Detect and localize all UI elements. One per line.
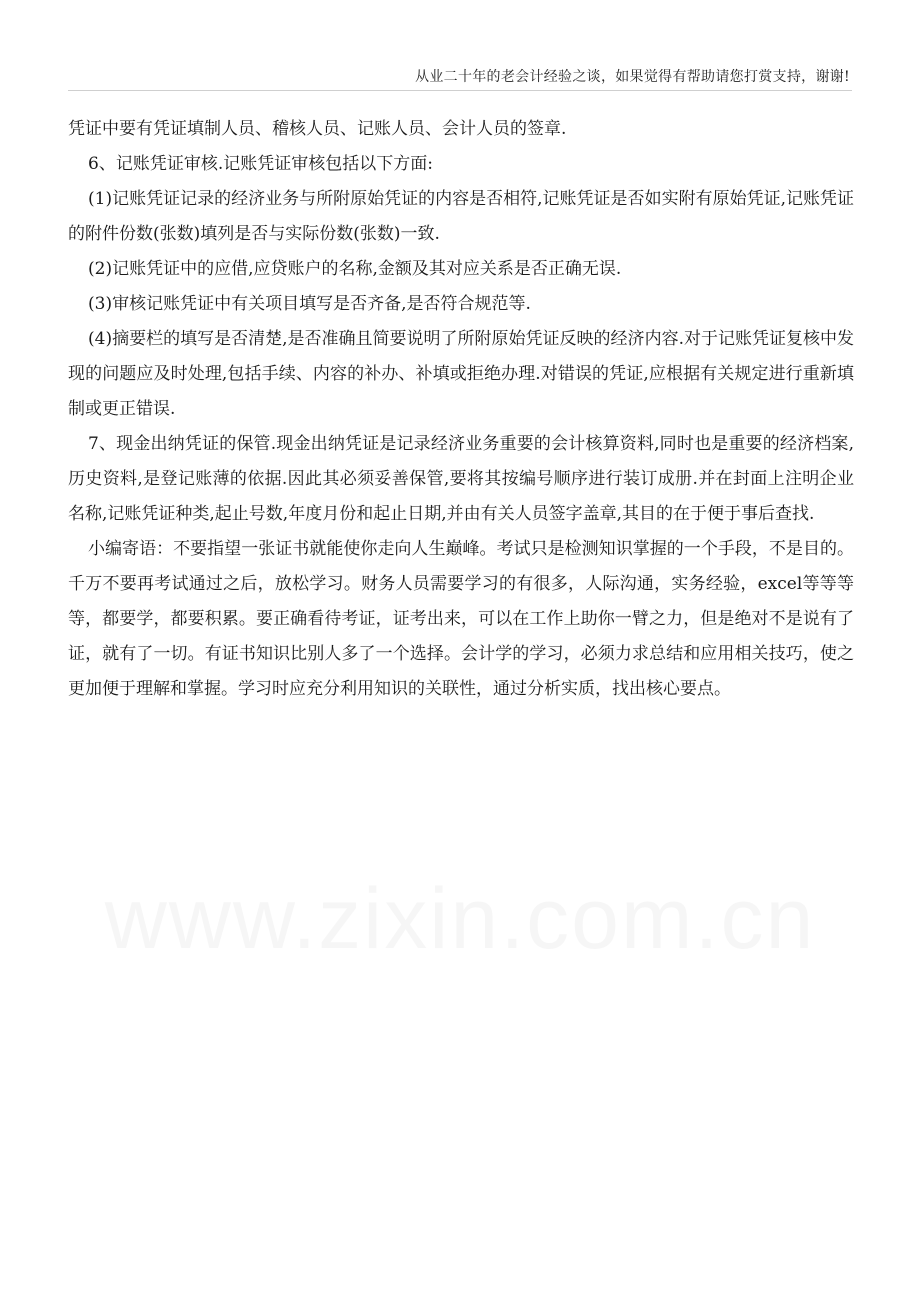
paragraph-editor-note: 小编寄语：不要指望一张证书就能使你走向人生巅峰。考试只是检测知识掌握的一个手段，不是目的。千万不要再考试通过之后，放松学习。财务人员需要学习的有很多，人际沟通，实务经验，excel等等等等，都要学，都要积累。要正确看待考证，证考出来，可以在工作上助你一臂之力，但是绝对不是说有了证，就有了一切。有证书知识比别人多了一个选择。会计学的学习，必须力求总结和应用相关技巧，使之更加便于理解和掌握。学习时应充分利用知识的关联性，通过分析实质，找出核心要点。 (68, 539, 854, 699)
watermark (0, 870, 920, 969)
document-body (68, 112, 854, 707)
header-note: 从业二十年的老会计经验之谈，如果觉得有帮助请您打赏支持，谢谢! (415, 69, 850, 85)
paragraph-review-item-3: (3)审核记账凭证中有关项目填写是否齐备,是否符合规范等. (88, 294, 531, 314)
paragraph-signature-requirement: 凭证中要有凭证填制人员、稽核人员、记账人员、会计人员的签章. (68, 119, 567, 139)
paragraph-review-item-2: (2)记账凭证中的应借,应贷账户的名称,金额及其对应关系是否正确无误. (88, 259, 622, 279)
paragraph-cash-voucher-storage: 7、现金出纳凭证的保管.现金出纳凭证是记录经济业务重要的会计核算资料,同时也是重要的经济档案,历史资料,是登记账薄的依据.因此其必须妥善保管,要将其按编号顺序进行装订成册.并在封面上注明企业名称,记账凭证种类,起止号数,年度月份和起止日期,并由有关人员签字盖章,其目的在于便于事后查找. (68, 434, 854, 524)
paragraph-review-item-4: (4)摘要栏的填写是否清楚,是否准确且简要说明了所附原始凭证反映的经济内容.对于记账凭证复核中发现的问题应及时处理,包括手续、内容的补办、补填或拒绝办理.对错误的凭证,应根据有关规定进行重新填制或更正错误. (68, 329, 854, 419)
paragraph-voucher-review-heading: 6、记账凭证审核.记账凭证审核包括以下方面: (88, 154, 433, 174)
paragraph-review-item-1: (1)记账凭证记录的经济业务与所附原始凭证的内容是否相符,记账凭证是否如实附有原始凭证,记账凭证的附件份数(张数)填列是否与实际份数(张数)一致. (68, 189, 854, 244)
header-divider (68, 90, 852, 91)
